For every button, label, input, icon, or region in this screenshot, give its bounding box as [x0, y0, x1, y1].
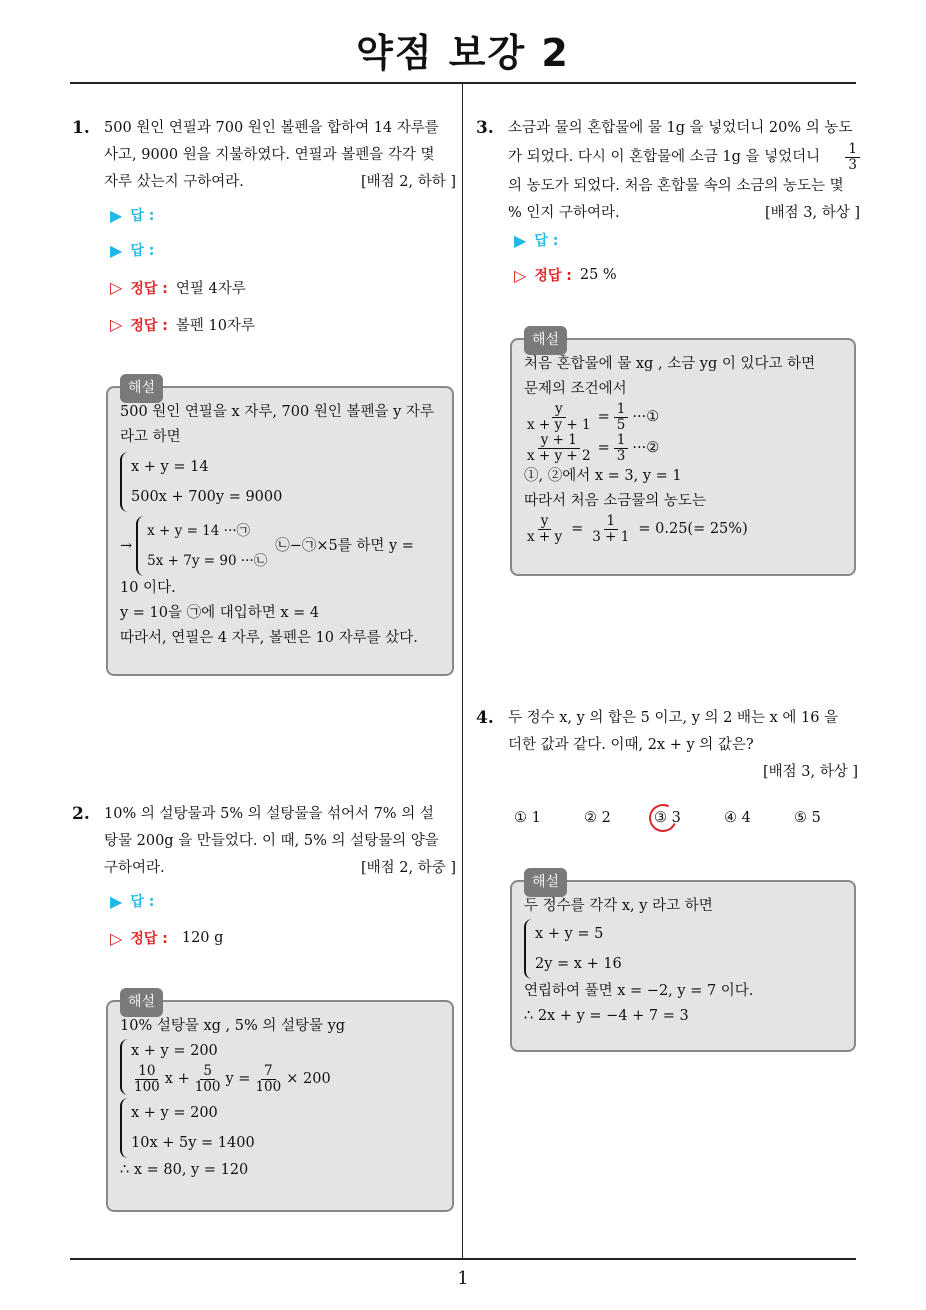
outline-triangle-icon: ▷	[110, 278, 123, 297]
equation: 10x + 5y = 1400	[131, 1135, 255, 1151]
solution-line: ∴ x = 80, y = 120	[120, 1162, 249, 1178]
equation: $\frac{y}{x + y}$ = $\frac{1}{3 + 1}$ = 0.25(= 25%)	[527, 513, 748, 545]
equation: x + y = 14	[131, 459, 209, 475]
solution-line: 10% 설탕물 xg , 5% 의 설탕물 yg	[120, 1018, 346, 1034]
choice-1[interactable]: ① 1	[514, 810, 541, 826]
question-1-line: 사고, 9000 원을 지불하였다. 연필과 볼펜을 각각 몇	[104, 147, 435, 163]
answer-row[interactable]	[514, 230, 558, 250]
fraction: $\frac{1}{3}$	[845, 142, 860, 173]
question-1-text	[104, 115, 456, 196]
correct-value: 연필 4자루	[175, 281, 246, 297]
question-1-meta: [배점 2, 하하 ]	[360, 174, 456, 190]
correct-label: 정답 :	[130, 280, 168, 297]
question-3-line: % 인지 구하여라.	[508, 205, 620, 221]
correct-value: 120 g	[181, 930, 224, 946]
equation-system	[120, 452, 440, 512]
question-2-meta: [배점 2, 하중 ]	[360, 860, 456, 876]
equation: x + y = 200	[131, 1043, 218, 1059]
play-icon: ▶	[110, 240, 123, 260]
correct-label: 정답 :	[130, 931, 168, 947]
question-4-line: 두 정수 x, y 의 합은 5 이고, y 의 2 배는 x 에 16 을	[508, 710, 839, 726]
solution-box-4	[510, 874, 856, 1052]
correct-label: 정답 :	[130, 317, 168, 334]
solution-line: 연립하여 풀면 x = −2, y = 7 이다.	[524, 983, 754, 999]
question-3-line: 소금과 물의 혼합물에 물 1g 을 넣었더니 20% 의 농도	[508, 120, 853, 136]
answer-row[interactable]	[110, 240, 154, 260]
equation: 2y = x + 16	[535, 956, 622, 972]
question-4-text	[508, 705, 858, 786]
question-3-text	[508, 115, 860, 227]
equation: 5x + 7y = 90 ···㉡	[147, 553, 268, 569]
equation: $\frac{10}{100}$ x + $\frac{5}{100}$ y = $\frac{7}{100}$ × 200	[131, 1064, 331, 1095]
answer-label: 답 :	[534, 233, 559, 249]
solution-line: 따라서 처음 소금물의 농도는	[524, 493, 706, 509]
outline-triangle-icon: ▷	[514, 265, 527, 285]
solution-line: y = 10을 ㉠에 대입하면 x = 4	[120, 605, 320, 621]
solution-tag: 해설	[120, 374, 163, 403]
answer-label: 답 :	[130, 894, 155, 910]
top-rule	[70, 82, 856, 84]
choice-2[interactable]: ② 2	[584, 810, 611, 826]
answer-label: 답 :	[130, 208, 155, 224]
question-2-line: 10% 의 설탕물과 5% 의 설탕물을 섞어서 7% 의 설	[104, 806, 434, 822]
equation-system	[120, 1098, 440, 1158]
answer-label: 답 :	[130, 243, 155, 259]
equation: $\frac{y}{x + y + 1}$ = $\frac{1}{5}$ ···①	[527, 401, 660, 433]
question-1-line: 500 원인 연필과 700 원인 볼펜을 합하여 14 자루를	[104, 120, 439, 136]
brace	[136, 516, 144, 576]
question-2-line: 구하여라.	[104, 860, 165, 876]
equation: x + y = 200	[131, 1105, 218, 1121]
question-3-line: 의 농도가 되었다. 처음 혼합물 속의 소금의 농도는 몇	[508, 178, 844, 194]
choice-5[interactable]: ⑤ 5	[794, 810, 821, 826]
solution-line: 라고 하면	[120, 429, 181, 445]
question-4-meta: [배점 3, 하상 ]	[762, 764, 858, 780]
outline-triangle-icon: ▷	[110, 928, 123, 948]
equation-system	[524, 919, 842, 979]
correct-row	[514, 265, 617, 285]
fraction: $\frac{5}{100}$	[194, 1063, 221, 1095]
correct-value: 25 %	[579, 267, 617, 283]
column-divider	[462, 84, 463, 1260]
answer-row[interactable]	[110, 891, 154, 911]
question-2-number: 2.	[72, 804, 90, 824]
correct-label: 정답 :	[534, 268, 572, 284]
question-1-line: 자루 샀는지 구하여라.	[104, 174, 244, 190]
solution-tag: 해설	[120, 988, 163, 1017]
fraction: $\frac{7}{100}$	[255, 1063, 282, 1095]
play-icon: ▶	[514, 230, 527, 250]
equation-row	[120, 516, 440, 576]
play-icon: ▶	[110, 891, 123, 911]
play-icon: ▶	[110, 205, 123, 225]
bottom-rule	[70, 1258, 856, 1260]
solution-line: 문제의 조건에서	[524, 381, 627, 397]
equation: x + y = 5	[535, 926, 604, 942]
solution-line: 10 이다.	[120, 580, 176, 596]
correct-row	[110, 928, 223, 948]
equation: $\frac{y + 1}{x + y + 2}$ = $\frac{1}{3}$ ···②	[527, 432, 660, 464]
choice-3[interactable]: ③ 3	[654, 810, 681, 826]
arrow-icon: →	[120, 537, 133, 554]
solution-line: ∴ 2x + y = −4 + 7 = 3	[524, 1008, 689, 1024]
equation-system	[136, 516, 267, 576]
solution-line: 500 원인 연필을 x 자루, 700 원인 볼펜을 y 자루	[120, 404, 434, 420]
choice-4[interactable]: ④ 4	[724, 810, 751, 826]
question-2-text	[104, 801, 456, 882]
question-3-number: 3.	[476, 118, 494, 138]
question-4-line: 더한 값과 같다. 이때, 2x + y 의 값은?	[508, 737, 754, 753]
question-4-number: 4.	[476, 708, 494, 728]
correct-row	[110, 314, 255, 335]
solution-line: ①, ②에서 x = 3, y = 1	[524, 468, 682, 484]
brace	[524, 919, 532, 979]
brace	[120, 452, 128, 512]
solution-line: ㉡−㉠×5를 하면 y =	[275, 537, 414, 554]
question-2-line: 탕물 200g 을 만들었다. 이 때, 5% 의 설탕물의 양을	[104, 833, 439, 849]
brace	[120, 1039, 128, 1095]
answer-row[interactable]	[110, 205, 154, 225]
solution-box-3	[510, 332, 856, 576]
equation: x + y = 14 ···㉠	[147, 523, 251, 539]
solution-line: 두 정수를 각각 x, y 라고 하면	[524, 898, 713, 914]
page-title: 약점 보강 2	[356, 31, 570, 75]
page-number: 1	[457, 1268, 469, 1289]
solution-box-1	[106, 380, 454, 676]
equation: 500x + 700y = 9000	[131, 489, 283, 505]
solution-box-2	[106, 994, 454, 1212]
question-3-meta: [배점 3, 하상 ]	[764, 205, 860, 221]
selected-answer-circle-icon	[645, 800, 681, 836]
outline-triangle-icon: ▷	[110, 315, 123, 334]
correct-row	[110, 277, 246, 298]
fraction: $\frac{10}{100}$	[134, 1063, 160, 1095]
correct-value: 볼펜 10자루	[175, 318, 255, 334]
equation-system	[120, 1039, 440, 1095]
solution-line: 처음 혼합물에 물 xg , 소금 yg 이 있다고 하면	[524, 356, 816, 372]
solution-tag: 해설	[524, 868, 567, 897]
solution-line: 따라서, 연필은 4 자루, 볼펜은 10 자루를 샀다.	[120, 630, 418, 646]
question-3-line: 가 되었다. 다시 이 혼합물에 소금 1g 을 넣었더니	[508, 149, 821, 165]
question-1-number: 1.	[72, 118, 90, 138]
brace	[120, 1098, 128, 1158]
solution-tag: 해설	[524, 326, 567, 355]
